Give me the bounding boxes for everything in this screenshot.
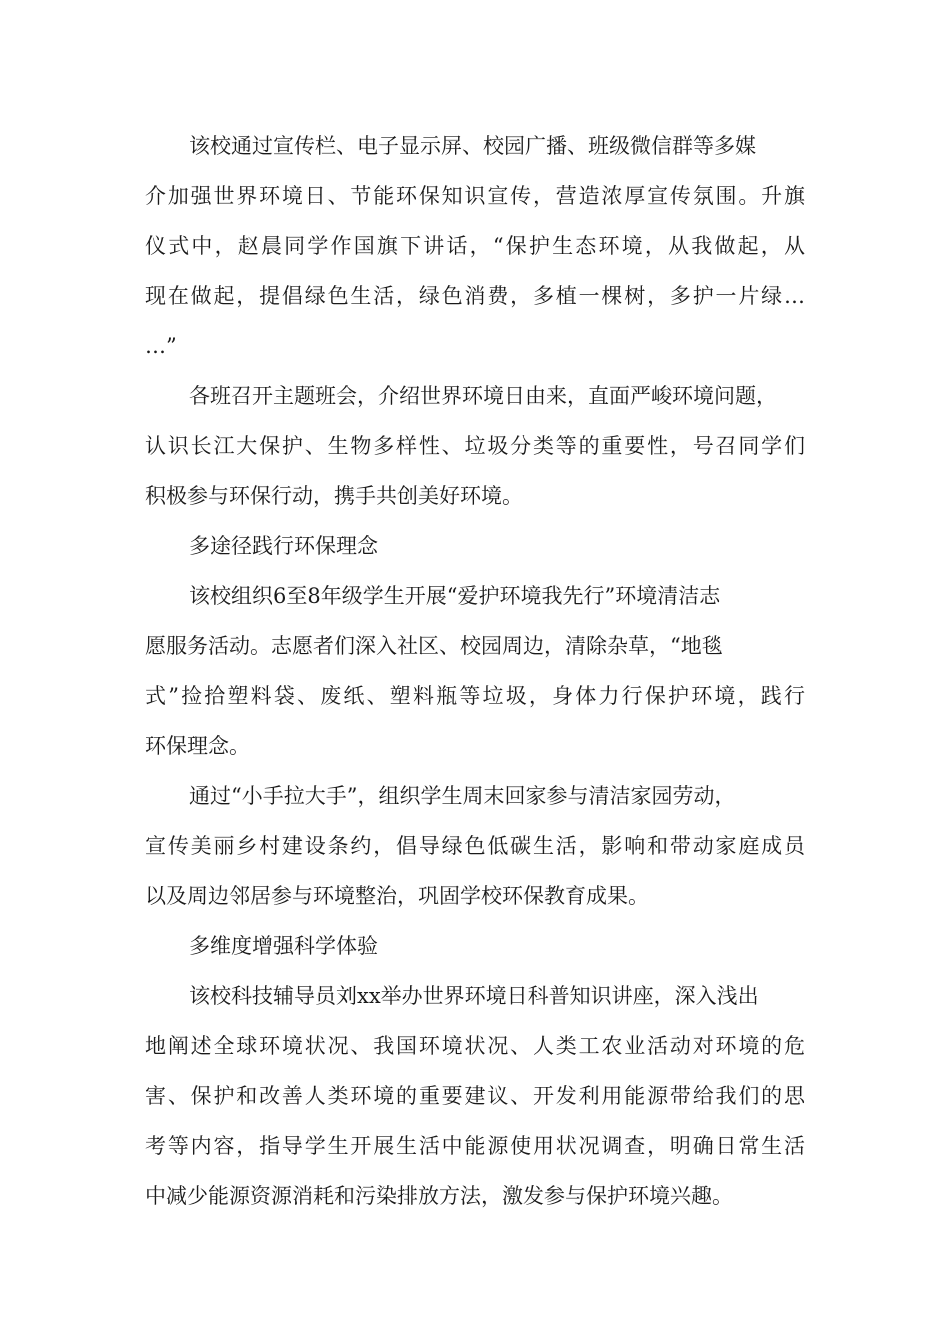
text-line: 通过“小手拉大手”，组织学生周末回家参与清洁家园劳动， xyxy=(189,784,736,808)
text-line: 该校组织6至8年级学生开展“爱护环境我先行”环境清洁志 xyxy=(189,584,721,608)
text-line: 宣传美丽乡村建设条约，倡导绿色低碳生活，影响和带动家庭成员 xyxy=(145,834,805,858)
text-line: 以及周边邻居参与环境整治，巩固学校环保教育成果。 xyxy=(145,884,649,908)
text-line: 该校通过宣传栏、电子显示屏、校园广播、班级微信群等多媒 xyxy=(189,134,756,158)
section-heading xyxy=(145,921,805,971)
paragraph-lecture xyxy=(145,971,805,1221)
section-heading xyxy=(145,521,805,571)
text-line: 现在做起，提倡绿色生活，绿色消费，多植一棵树，多护一片绿… xyxy=(145,284,805,308)
text-line: 各班召开主题班会，介绍世界环境日由来，直面严峻环境问题， xyxy=(189,384,777,408)
text-line: 地阐述全球环境状况、我国环境状况、人类工农业活动对环境的危 xyxy=(145,1034,805,1058)
text-line: 式”捡拾塑料袋、废纸、塑料瓶等垃圾，身体力行保护环境，践行 xyxy=(145,684,805,708)
text-line: 认识长江大保护、生物多样性、垃圾分类等的重要性，号召同学们 xyxy=(145,434,805,458)
text-line: 该校科技辅导员刘xx举办世界环境日科普知识讲座，深入浅出 xyxy=(189,984,759,1008)
heading-text: 多维度增强科学体验 xyxy=(189,934,378,958)
text-line: …” xyxy=(145,334,177,358)
text-line: 环保理念。 xyxy=(145,734,250,758)
text-line: 害、保护和改善人类环境的重要建议、开发利用能源带给我们的思 xyxy=(145,1084,805,1108)
paragraph-volunteer xyxy=(145,571,805,771)
text-line: 介加强世界环境日、节能环保知识宣传，营造浓厚宣传氛围。升旗 xyxy=(145,184,805,208)
paragraph-family xyxy=(145,771,805,921)
document-body xyxy=(145,121,805,1221)
paragraph-publicity xyxy=(145,121,805,371)
text-line: 积极参与环保行动，携手共创美好环境。 xyxy=(145,484,523,508)
paragraph-class-meeting xyxy=(145,371,805,521)
text-line: 中减少能源资源消耗和污染排放方法，激发参与保护环境兴趣。 xyxy=(145,1184,733,1208)
text-line: 仪式中，赵晨同学作国旗下讲话，“保护生态环境，从我做起，从 xyxy=(145,234,805,258)
text-line: 愿服务活动。志愿者们深入社区、校园周边，清除杂草，“地毯 xyxy=(145,634,723,658)
text-line: 考等内容，指导学生开展生活中能源使用状况调查，明确日常生活 xyxy=(145,1134,805,1158)
heading-text: 多途径践行环保理念 xyxy=(189,534,378,558)
